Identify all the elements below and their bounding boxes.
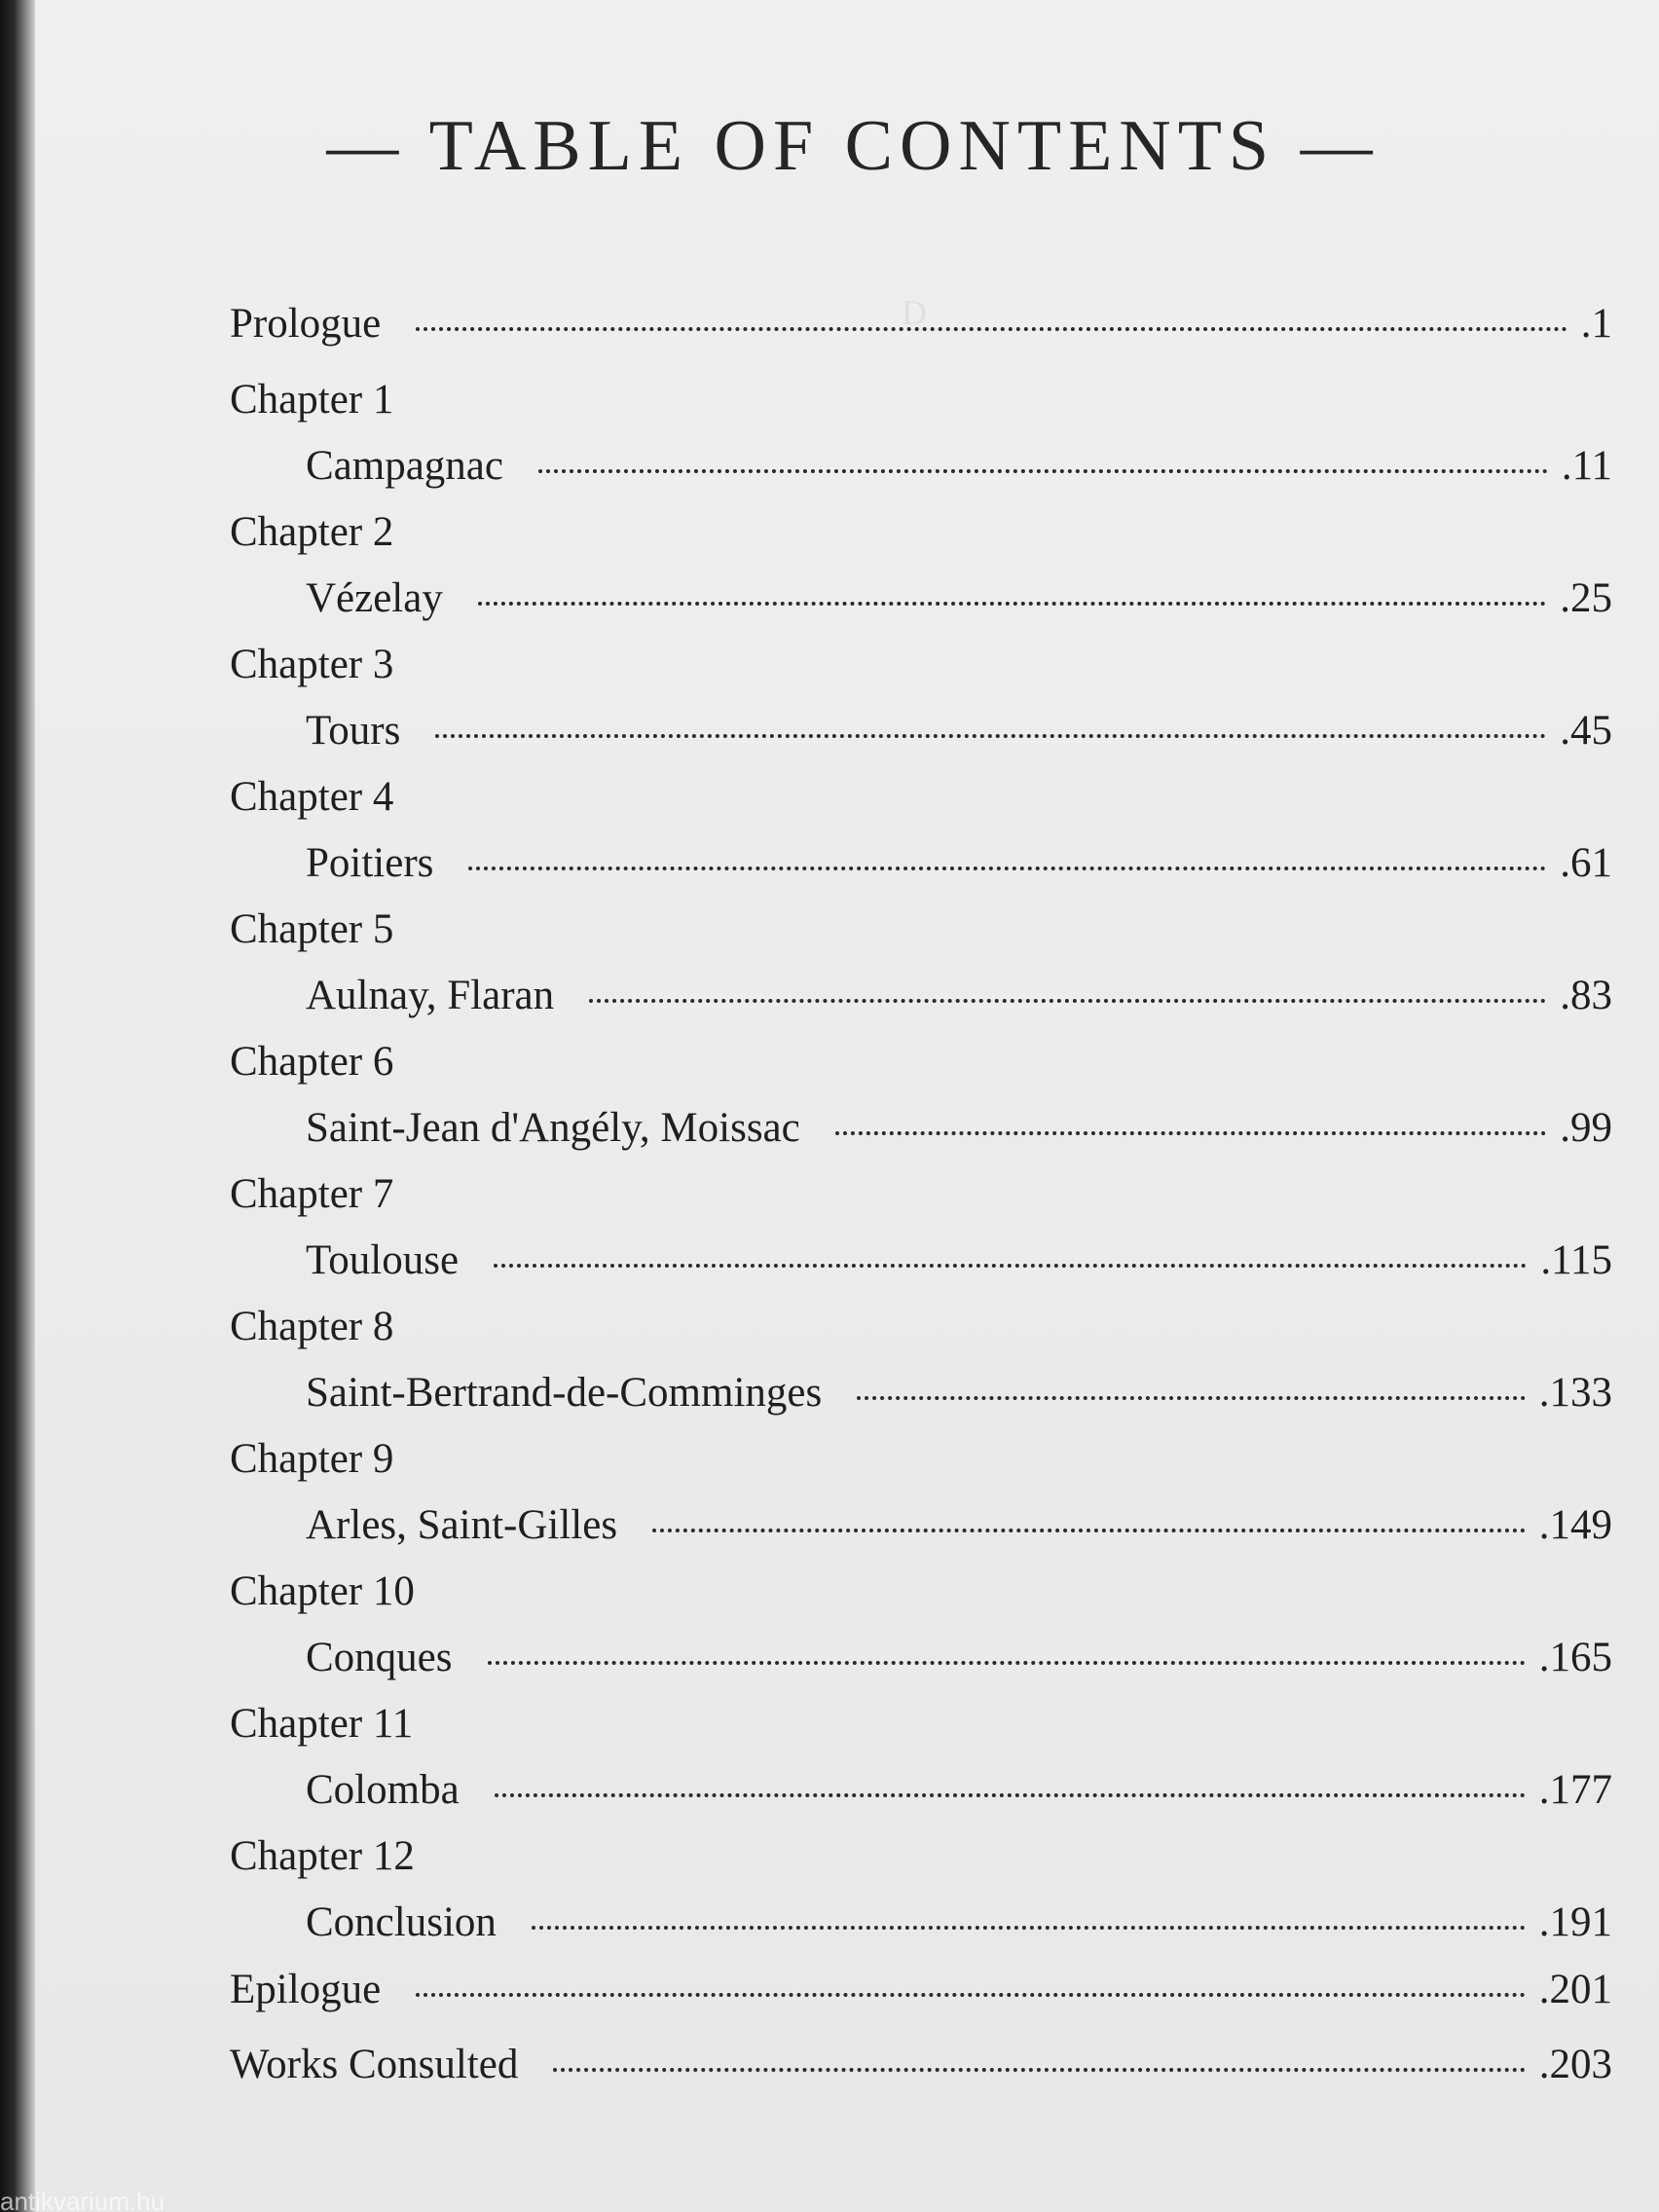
entry-label: Saint-Bertrand-de-Comminges (306, 1370, 823, 1416)
chapter-number: Chapter 8 (230, 1304, 394, 1349)
toc-entry (230, 962, 1612, 1029)
page-number: .1 (1580, 301, 1612, 347)
dot-leader (468, 866, 1546, 870)
chapter-number: Chapter 11 (230, 1701, 414, 1747)
toc-entry (230, 1359, 1612, 1426)
toc-entry-prologue (230, 290, 1612, 357)
toc-entry (230, 1094, 1612, 1161)
toc-entry (230, 1624, 1612, 1691)
chapter-number: Chapter 9 (230, 1436, 394, 1482)
chapter-number: Chapter 7 (230, 1171, 394, 1217)
chapter-heading (230, 367, 1612, 432)
dot-leader (488, 1661, 1526, 1665)
chapter-number: Chapter 1 (230, 377, 394, 423)
chapter-heading (230, 1559, 1612, 1624)
page-number: .11 (1561, 443, 1612, 489)
entry-label: Works Consulted (230, 2042, 519, 2087)
dot-leader (532, 1926, 1526, 1930)
toc-entry (230, 697, 1612, 764)
page-number: .201 (1538, 1967, 1612, 2012)
toc-entry (230, 565, 1612, 632)
page-number: .191 (1538, 1899, 1612, 1945)
page-number: .115 (1540, 1237, 1612, 1283)
chapter-heading (230, 1294, 1612, 1359)
table-of-contents (230, 290, 1612, 2098)
chapter-heading (230, 1824, 1612, 1889)
entry-label: Conques (306, 1635, 453, 1680)
dot-leader (435, 734, 1546, 738)
entry-label: Aulnay, Flaran (306, 973, 555, 1018)
page-number: .165 (1538, 1635, 1612, 1680)
dot-leader (478, 602, 1546, 606)
page-number: .61 (1560, 840, 1612, 886)
toc-entry (230, 830, 1612, 897)
chapter-heading (230, 1691, 1612, 1756)
page-number: .99 (1560, 1105, 1612, 1151)
chapter-number: Chapter 2 (230, 509, 394, 555)
book-page (35, 0, 1659, 2212)
watermark-text: antikvarium.hu (0, 2191, 166, 2212)
entry-label: Epilogue (230, 1967, 382, 2012)
toc-entry (230, 432, 1612, 499)
dot-leader (495, 1793, 1526, 1797)
toc-entry (230, 1889, 1612, 1956)
toc-entry-epilogue (230, 1956, 1612, 2023)
entry-label: Arles, Saint-Gilles (306, 1502, 618, 1548)
entry-label: Campagnac (306, 443, 503, 489)
entry-label: Saint-Jean d'Angély, Moissac (306, 1105, 800, 1151)
entry-label: Poitiers (306, 840, 434, 886)
chapter-heading (230, 632, 1612, 697)
page-number: .83 (1560, 973, 1612, 1018)
page-number: .45 (1560, 708, 1612, 754)
chapter-heading (230, 764, 1612, 830)
dot-leader (494, 1264, 1527, 1268)
chapter-number: Chapter 6 (230, 1039, 394, 1085)
dot-leader (589, 999, 1546, 1003)
chapter-heading (230, 897, 1612, 962)
dot-leader (416, 327, 1567, 331)
dot-leader (857, 1396, 1526, 1400)
show-through-text: D (902, 293, 927, 332)
entry-label: Toulouse (306, 1237, 460, 1283)
toc-entry (230, 1492, 1612, 1559)
dot-leader (835, 1131, 1547, 1135)
toc-entry (230, 1756, 1612, 1824)
chapter-number: Chapter 12 (230, 1833, 415, 1879)
toc-entry (230, 1227, 1612, 1294)
page-number: .149 (1538, 1502, 1612, 1548)
page-number: .177 (1538, 1767, 1612, 1813)
book-spine-edge (0, 0, 35, 2212)
page-title: — TABLE OF CONTENTS — (326, 105, 1380, 186)
dot-leader (553, 2068, 1525, 2072)
chapter-number: Chapter 5 (230, 906, 394, 952)
entry-label: Conclusion (306, 1899, 497, 1945)
entry-label: Tours (306, 708, 401, 754)
entry-label: Prologue (230, 301, 382, 347)
chapter-heading (230, 499, 1612, 565)
page-number: .25 (1560, 575, 1612, 621)
page-number: .203 (1538, 2042, 1612, 2087)
dot-leader (652, 1529, 1526, 1532)
entry-label: Vézelay (306, 575, 443, 621)
page-number: .133 (1538, 1370, 1612, 1416)
chapter-heading (230, 1029, 1612, 1094)
chapter-heading (230, 1161, 1612, 1227)
dot-leader (538, 469, 1548, 473)
chapter-number: Chapter 10 (230, 1568, 415, 1614)
chapter-number: Chapter 4 (230, 774, 394, 820)
dot-leader (416, 1993, 1526, 1997)
toc-entry-works-consulted (230, 2031, 1612, 2098)
entry-label: Colomba (306, 1767, 460, 1813)
chapter-heading (230, 1426, 1612, 1492)
chapter-number: Chapter 3 (230, 642, 394, 687)
